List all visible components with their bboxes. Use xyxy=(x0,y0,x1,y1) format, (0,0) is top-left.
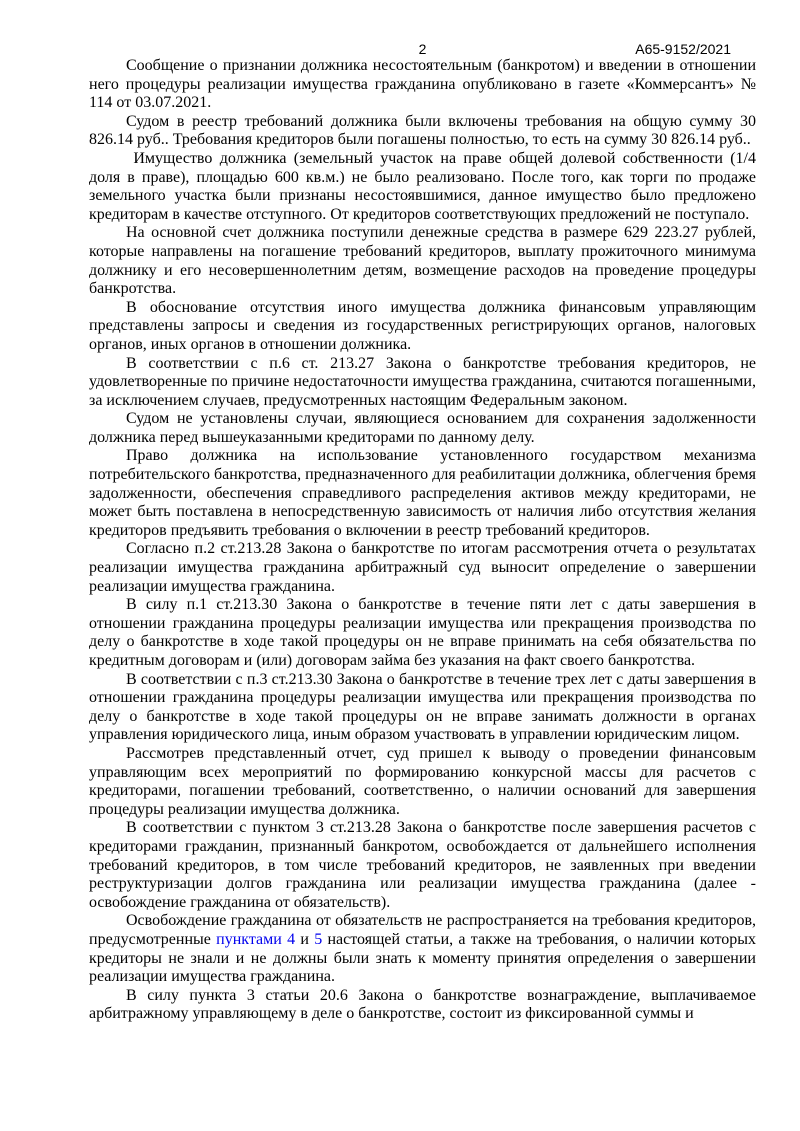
text-run: Рассмотрев представленный отчет, суд пришел к выводу о проведении финансовым управляющим всех мероприятий по формированию конкурсной массы для расчетов с кредиторами, погашении требований, соответственно, о наличии оснований для завершения процедуры реализации имущества должника. xyxy=(89,744,756,818)
page-number: 2 xyxy=(418,41,427,57)
paragraph xyxy=(89,987,756,1024)
text-run: Судом в реестр требований должника были включены требования на общую сумму 30 826.14 руб.. Требования кредиторов были погашены полностью, то есть на сумму 30 826.14 руб.. xyxy=(89,112,756,149)
text-run: Сообщение о признании должника несостоятельным (банкротом) и введении в отношении него процедуры реализации имущества гражданина опубликовано в газете «Коммерсантъ» № 114 от 03.07.2021. xyxy=(89,57,756,112)
paragraph xyxy=(89,113,756,150)
text-run: Согласно п.2 ст.213.28 Закона о банкротстве по итогам рассмотрения отчета о результатах реализации имущества гражданина арбитражный суд выносит определение о завершении реализации имущества гражданина. xyxy=(89,540,756,595)
text-run: и xyxy=(295,930,315,948)
text-run: В соответствии с п.6 ст. 213.27 Закона о банкротстве требования кредиторов, не удовлетворенные по причине недостаточности имущества гражданина, считаются погашенными, за исключением случаев, предусмотренных настоящим Федеральным законом. xyxy=(89,354,756,409)
paragraph xyxy=(89,299,756,355)
text-run: В силу п.1 ст.213.30 Закона о банкротстве в течение пяти лет с даты завершения в отношении гражданина процедуры реализации имущества или прекращения производства по делу о банкротстве в ходе такой процедуры он не вправе принимать на себя обязательства по кредитным договорам и (или) договорам займа без указания на факт своего банкротства. xyxy=(89,596,756,669)
text-run: Имущество должника (земельный участок на праве общей долевой собственности (1/4 доля в праве), площадью 600 кв.м.) не было реализовано. После того, как торги по продаже земельного участка были признаны несостоявшимися, данное имущество было предложено кредиторам в качестве отступного. От кредиторов соответствующих предложений не поступало. xyxy=(89,149,756,223)
document-body xyxy=(89,57,756,1024)
paragraph xyxy=(89,355,756,411)
paragraph xyxy=(89,912,756,986)
text-run: Судом не установлены случаи, являющиеся основанием для сохранения задолженности должника перед вышеуказанными кредиторами по данному делу. xyxy=(89,410,756,446)
text-run: В соответствии с пунктом 3 ст.213.28 Закона о банкротстве после завершения расчетов с кредиторами гражданин, признанный банкротом, освобождается от дальнейшего исполнения требований кредиторов, в том числе требований кредиторов, не заявленных при введении реструктуризации долгов гражданина или реализации имущества гражданина (далее - освобождение гражданина от обязательств). xyxy=(89,819,756,911)
text-run: В обоснование отсутствия иного имущества должника финансовым управляющим представлены запросы и сведения из государственных регистрирующих органов, налоговых органов, иных органов в отношении должника. xyxy=(89,298,756,353)
text-run: настоящей статьи, а также на требования, о наличии которых кредиторы не знали и не должны были знать к моменту принятия определения о завершении реализации имущества гражданина. xyxy=(89,930,756,986)
text-run: Освобождение гражданина от обязательств не распространяется на требования кредиторов, предусмотренные xyxy=(89,912,756,948)
paragraph xyxy=(89,150,756,224)
paragraph xyxy=(89,224,756,298)
paragraph xyxy=(89,671,756,745)
text-run: Право должника на использование установленного государством механизма потребительского банкротства, предназначенного для реабилитации должника, облегчения бремя задолженности, обеспечения справедливого распределения активов между кредиторами, не может быть поставлена в непосредственную зависимость от наличия либо отсутствия желания кредиторов предъявить требования о включении в реестр требований кредиторов. xyxy=(89,447,756,539)
paragraph xyxy=(89,447,756,540)
paragraph xyxy=(89,745,756,819)
link-punktami-4[interactable]: пунктами 4 xyxy=(216,930,296,948)
case-number: А65-9152/2021 xyxy=(635,41,731,57)
paragraph xyxy=(89,410,756,447)
paragraph xyxy=(89,57,756,113)
paragraph xyxy=(89,596,756,670)
text-run: На основной счет должника поступили денежные средства в размере 629 223.27 рублей, которые направлены на погашение требований кредиторов, выплату прожиточного минимума должнику и его несовершеннолетним детям, возмещение расходов на проведение процедуры банкротства. xyxy=(89,224,756,298)
text-run: В силу пункта 3 статьи 20.6 Закона о банкротстве вознаграждение, выплачиваемое арбитражному управляющему в деле о банкротстве, состоит из фиксированной суммы и xyxy=(89,986,756,1023)
paragraph xyxy=(89,540,756,596)
paragraph xyxy=(89,819,756,912)
link-punkt-5[interactable]: 5 xyxy=(314,930,323,948)
text-run: В соответствии с п.3 ст.213.30 Закона о банкротстве в течение трех лет с даты завершения в отношении гражданина процедуры реализации имущества или прекращения производства по делу о банкротстве в ходе такой процедуры он не вправе занимать должности в органах управления юридического лица, иным образом участвовать в управлении юридическим лицом. xyxy=(89,670,756,744)
